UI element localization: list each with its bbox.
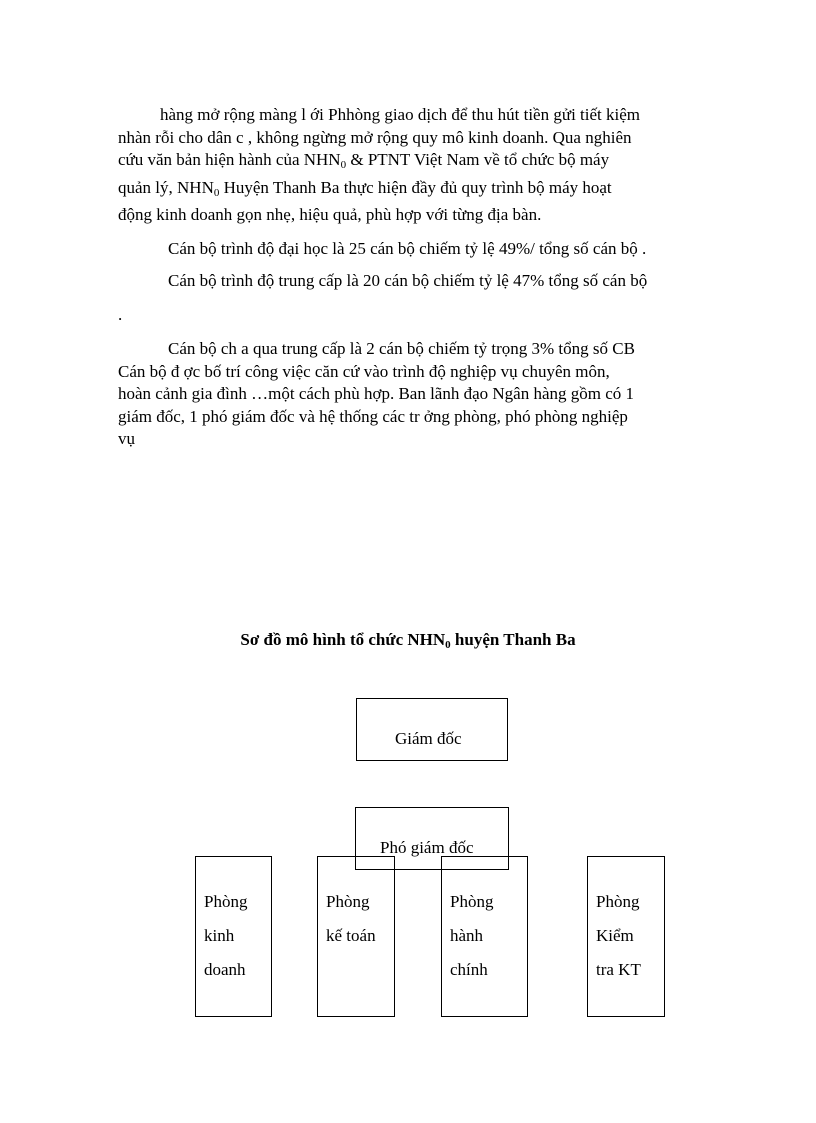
dept-line-1: Phòng <box>596 892 640 911</box>
dept-line-2: Kiểm <box>596 926 634 945</box>
dept-box-inspection <box>587 856 665 1017</box>
dept-box-admin <box>441 856 528 1017</box>
director-label: Giám đốc <box>395 729 462 748</box>
diagram-title <box>0 630 816 651</box>
dept-text <box>596 885 641 987</box>
intro-line-5: động kinh doanh gọn nhẹ, hiệu quả, phù hợp với từng địa bàn. <box>118 205 542 224</box>
director-box <box>356 698 508 761</box>
dept-text <box>326 885 376 953</box>
dept-line-1: Phòng <box>204 892 248 911</box>
intro-line-4b: Huyện Thanh Ba thực hiện đầy đủ quy trình bộ máy hoạt <box>219 177 612 197</box>
stat-intermediate: Cán bộ trình độ trung cấp là 20 cán bộ chiếm tỷ lệ 47% tổng số cán bộ <box>168 271 648 290</box>
staff-line-5: vụ <box>118 429 135 448</box>
stat-university: Cán bộ trình độ đại học là 25 cán bộ chiếm tỷ lệ 49%/ tổng số cán bộ . <box>168 239 647 258</box>
nhn-subscript: 0 <box>213 186 220 199</box>
staff-line-3: hoàn cảnh gia đình …một cách phù hợp. Ban lãnh đạo Ngân hàng gồm có 1 <box>118 384 635 403</box>
dept-line-3: tra KT <box>596 960 641 979</box>
deputy-label: Phó giám đốc <box>380 838 474 857</box>
dept-line-2: kinh <box>204 926 235 945</box>
dept-text <box>204 885 247 987</box>
intro-line-3a: cứu văn bản hiện hành của NHN <box>118 150 341 169</box>
staff-line-2: Cán bộ đ ợc bố trí công việc căn cứ vào trình độ nghiệp vụ chuyên môn, <box>118 361 610 381</box>
dept-line-3: doanh <box>204 960 246 979</box>
diagram-title-a: Sơ đồ mô hình tổ chức NHN <box>240 630 446 649</box>
diagram-title-subscript: 0 <box>445 639 451 651</box>
intro-paragraph <box>118 104 698 227</box>
intro-line-4a: quản lý, NHN <box>118 177 214 197</box>
dept-line-1: Phòng <box>326 892 370 911</box>
dept-text <box>450 885 493 987</box>
dept-line-2: kế toán <box>326 926 376 945</box>
dept-box-business <box>195 856 272 1017</box>
staff-paragraph <box>118 338 698 451</box>
intro-line-1: hàng mở rộng màng l ới Phhòng giao dịch để thu hút tiền gửi tiết kiệm <box>160 105 640 124</box>
nhn-subscript: 0 <box>340 159 347 171</box>
intro-line-2: nhàn rỗi cho dân c , không ngừng mở rộng quy mô kinh doanh. Qua nghiên <box>118 127 632 147</box>
dept-box-accounting <box>317 856 395 1017</box>
dept-line-3: chính <box>450 960 488 979</box>
intro-line-4 <box>118 177 698 205</box>
intro-line-3 <box>118 149 698 177</box>
staff-line-1: Cán bộ ch a qua trung cấp là 2 cán bộ chiếm tỷ trọng 3% tổng số CB <box>168 339 635 358</box>
stat-dot: . <box>118 305 123 324</box>
deputy-box <box>355 807 509 870</box>
intro-line-3b: & PTNT Việt Nam về tổ chức bộ máy <box>346 150 610 169</box>
dept-line-1: Phòng <box>450 892 494 911</box>
dept-line-2: hành <box>450 926 484 945</box>
staff-line-4: giám đốc, 1 phó giám đốc và hệ thống các tr ởng phòng, phó phòng nghiệp <box>118 406 628 426</box>
diagram-title-b: huyện Thanh Ba <box>450 630 576 649</box>
